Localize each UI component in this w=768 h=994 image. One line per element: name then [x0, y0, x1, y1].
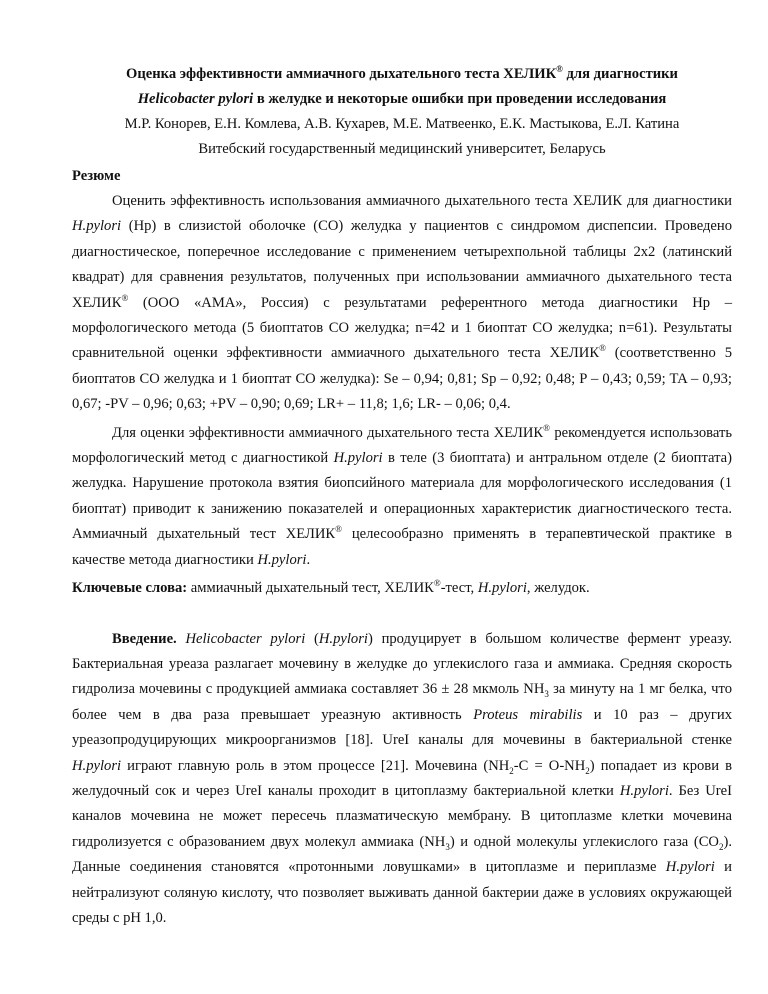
- keywords-label: Ключевые слова:: [72, 580, 188, 597]
- introduction-label: Введение.: [112, 630, 177, 647]
- affiliation: Витебский государственный медицинский университет, Беларусь: [198, 141, 606, 157]
- document-page: [72, 62, 732, 931]
- summary-paragraph-1: Оценить эффективность использования аммиачного дыхательного теста ХЕЛИК для диагностики H.pylori (Hp) в слизистой оболочке (СО) желудка у пациентов с синдромом диспепсии. Проведено диагностическое, поперечное исследование с применением четырехпольной таблицы 2х2 (латинский квадрат) для сравнения результатов, полученных при использовании аммиачного дыхательного теста ХЕЛИК® (ООО «АМА», Россия) с результатами референтного метода диагностики Hp – морфологического метода (5 биоптатов СО желудка; n=42 и 1 биоптат СО желудка; n=61). Результаты сравнительной оценки эффективности аммиачного дыхательного теста ХЕЛИК® (соответственно 5 биоптатов СО желудка и 1 биоптат СО желудка): Se – 0,94; 0,81; Sp – 0,92; 0,48; P – 0,43; 0,59; TA – 0,93; 0,67; -PV – 0,96; 0,63; +PV – 0,90; 0,69; LR+ – 11,8; 1,6; LR- – 0,06; 0,4.: [72, 193, 732, 413]
- paper-title-line-1: [72, 62, 732, 87]
- summary-paragraph-2: Для оценки эффективности аммиачного дыхательного теста ХЕЛИК® рекомендуется использовать морфологический метод с диагностикой H.pylori в теле (3 биоптата) и антральном отделе (2 биоптата) желудка. Нарушение протокола взятия биопсийного материала для морфологического исследования (1 биоптат) приводит к занижению показателей и операционных характеристик диагностического теста. Аммиачный дыхательный тест ХЕЛИК® целесообразно применять в терапевтической практике в качестве метода диагностики H.pylori.: [72, 422, 732, 568]
- authors: М.Р. Конорев, Е.Н. Комлева, А.В. Кухарев, М.Е. Матвеенко, Е.К. Мастыкова, Е.Л. Катина: [124, 116, 680, 132]
- title-organism: Helicobacter pylori: [137, 91, 254, 107]
- registered-mark: ®: [556, 64, 563, 75]
- summary-heading: Резюме: [72, 168, 121, 184]
- paper-title-line-2: [72, 87, 732, 112]
- title-text-end: для диагностики: [562, 66, 678, 82]
- keywords: Ключевые слова: аммиачный дыхательный тест, ХЕЛИК®-тест, H.pylori, желудок.: [72, 578, 590, 597]
- title-text-2: в желудке и некоторые ошибки при проведении исследования: [253, 91, 667, 107]
- introduction-paragraph: Введение. Helicobacter pylori (H.pylori) продуцирует в большом количестве фермент уреазу. Бактериальная уреаза разлагает мочевину в желудке до углекислого газа и аммиака. Средняя скорость гидролиза мочевины с продукцией аммиака составляет 36 ± 28 мкмоль $NH_3$ за минуту на 1 мг белка, что более чем в два раза превышает уреазную активность Proteus mirabilis и 10 раз – других уреазопродуцирующих микроорганизмов [18]. UreI каналы для мочевины в бактериальной стенке H.pylori играют главную роль в этом процессе [21]. Мочевина $(NH_2-C = O-NH_2)$ попадает из крови в желудочный сок и через UreI каналы проходит в цитоплазму бактериальной клетки H.pylori. Без UreI каналов мочевина не может пересечь плазматическую мембрану. В цитоплазме клетки мочевина гидролизуется с образованием двух молекул аммиака $(NH_3)$ и одной молекулы углекислого газа $(СО_2)$. Данные соединения становятся «протонными ловушками» в цитоплазме и периплазме H.pylori и нейтрализуют соляную кислоту, что позволяет выживать данной бактерии даже в условиях окружающей среды с pH 1,0.: [72, 630, 733, 926]
- title-text: Оценка эффективности аммиачного дыхательного теста ХЕЛИК: [126, 66, 557, 82]
